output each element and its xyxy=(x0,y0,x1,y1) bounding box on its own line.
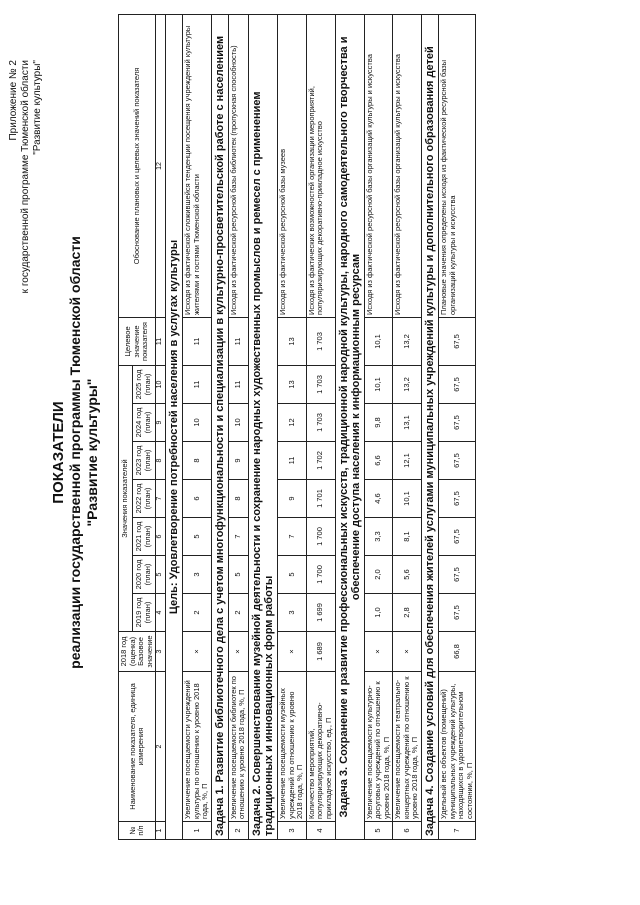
goal-row xyxy=(165,14,182,839)
column-numbers-row xyxy=(156,14,166,839)
appendix-number: Приложение № 2 xyxy=(8,60,19,141)
col-header-year: 2024 год (план) xyxy=(132,404,156,442)
row-target: 10,1 xyxy=(364,317,393,365)
row-value: 10 xyxy=(182,404,211,442)
row-value: 11 xyxy=(228,365,248,403)
row-value: 13,1 xyxy=(393,404,422,442)
row-value: 67,5 xyxy=(439,404,476,442)
task-heading: Задача 1. Развитие библиотечного дела с учетом многофункциональности и специализации в культурно-просветительской работе с населением xyxy=(211,14,228,839)
row-value: 5 xyxy=(182,518,211,556)
col-header-num: № п/п xyxy=(119,822,156,840)
col-header-basis: Обоснование плановых и целевых значений показателя xyxy=(119,14,156,317)
row-basis: Исходя из фактической ресурсной базы библиотек (пропускная способность) xyxy=(228,14,248,317)
col-number: 12 xyxy=(156,14,166,317)
row-target: 67,5 xyxy=(439,317,476,365)
row-value: 13,2 xyxy=(393,365,422,403)
row-basis: Исходя из фактической ресурсной базы организаций культуры и искусства xyxy=(393,14,422,317)
table-row xyxy=(364,14,393,839)
appendix-header xyxy=(8,60,44,293)
row-value: 12 xyxy=(277,404,306,442)
col-number: 10 xyxy=(156,365,166,403)
task-row xyxy=(211,14,228,839)
table-row xyxy=(182,14,211,839)
row-indicator-name: Увеличение посещаемости театрально-концертных учреждений по отношению к уровню 2018 года, %, П xyxy=(393,672,422,822)
row-value: 6,6 xyxy=(364,442,393,480)
row-value: 1 701 xyxy=(306,480,335,518)
row-target: 1 703 xyxy=(306,317,335,365)
col-header-values: Значения показателей xyxy=(119,365,133,631)
table-row xyxy=(277,14,306,839)
row-basis: Исходя из фактической сложившейся тенденции посещения учреждений культуры жителями и гостями Тюменской области xyxy=(182,14,211,317)
table-row xyxy=(439,14,476,839)
task-heading: Задача 2. Совершенствование музейной деятельности и сохранение народных художественных промыслов и ремесел с применением традиционных и инновационных форм работы xyxy=(248,14,277,839)
row-base: × xyxy=(364,632,393,672)
row-value: 6 xyxy=(182,480,211,518)
task-heading: Задача 4. Создание условий для обеспечения жителей услугами муниципальных учреждений культуры и дополнительного образования детей xyxy=(422,14,439,839)
col-number: 2 xyxy=(156,672,166,822)
row-target: 11 xyxy=(228,317,248,365)
row-num: 4 xyxy=(306,822,335,840)
col-header-year: 2023 год (план) xyxy=(132,442,156,480)
row-num: 2 xyxy=(228,822,248,840)
row-basis: Исходя из фактических возможностей организации мероприятий, популяризирующих декоративно-прикладное искусство xyxy=(306,14,335,317)
table-row xyxy=(228,14,248,839)
row-indicator-name: Удельный вес объектов (помещений) муниципальных учреждений культуры, находящихся в удовлетворительном состоянии, %, П xyxy=(439,672,476,822)
doc-subtitle-program: "Развитие культуры" xyxy=(84,378,100,527)
col-number: 9 xyxy=(156,404,166,442)
row-base: × xyxy=(277,632,306,672)
col-number: 11 xyxy=(156,317,166,365)
header-row xyxy=(119,14,133,839)
col-number: 3 xyxy=(156,632,166,672)
row-indicator-name: Увеличение посещаемости учреждений культуры по отношению к уровню 2018 года, %, П xyxy=(182,672,211,822)
task-heading: Задача 3. Сохранение и развитие профессиональных искусств, традиционной народной культуры, народного самодеятельного творчества и обеспечение доступа населения к информационным ресурсам xyxy=(335,14,364,839)
row-value: 4,6 xyxy=(364,480,393,518)
row-base: × xyxy=(393,632,422,672)
doc-subtitle: реализации государственной программы Тюменской области xyxy=(67,236,83,669)
col-number: 4 xyxy=(156,594,166,632)
indicators-table xyxy=(118,14,476,840)
row-value: 10,1 xyxy=(364,365,393,403)
row-basis: Исходя из фактической ресурсной базы организаций культуры и искусства xyxy=(364,14,393,317)
row-value: 2 xyxy=(182,594,211,632)
row-value: 67,5 xyxy=(439,518,476,556)
row-num: 7 xyxy=(439,822,476,840)
row-value: 2,0 xyxy=(364,556,393,594)
row-value: 11 xyxy=(182,365,211,403)
col-header-name: Наименование показателя, единица измерения xyxy=(119,672,156,822)
row-value: 67,5 xyxy=(439,442,476,480)
col-header-year: 2020 год (план) xyxy=(132,556,156,594)
row-value: 67,5 xyxy=(439,556,476,594)
goal-heading: Цель: Удовлетворение потребностей населения в услугах культуры xyxy=(165,14,182,839)
row-base: × xyxy=(228,632,248,672)
row-value: 8 xyxy=(182,442,211,480)
row-value: 3,3 xyxy=(364,518,393,556)
row-target: 11 xyxy=(182,317,211,365)
row-value: 2,8 xyxy=(393,594,422,632)
col-header-year: 2021 год (план) xyxy=(132,518,156,556)
appendix-program-name: "Развитие культуры" xyxy=(32,60,43,155)
row-value: 8 xyxy=(228,480,248,518)
row-value: 1 699 xyxy=(306,594,335,632)
col-header-base: 2018 год (оценка) Базовое значение xyxy=(119,632,156,672)
row-value: 5 xyxy=(277,556,306,594)
row-value: 1 703 xyxy=(306,365,335,403)
row-value: 5 xyxy=(228,556,248,594)
row-value: 8,1 xyxy=(393,518,422,556)
row-value: 9,8 xyxy=(364,404,393,442)
row-base: 1 689 xyxy=(306,632,335,672)
table-row xyxy=(306,14,335,839)
row-value: 13 xyxy=(277,365,306,403)
col-number: 7 xyxy=(156,480,166,518)
col-number: 1 xyxy=(156,822,166,840)
col-header-year: 2019 год (план) xyxy=(132,594,156,632)
row-value: 1 702 xyxy=(306,442,335,480)
col-header-year: 2025 год (план) xyxy=(132,365,156,403)
row-value: 11 xyxy=(277,442,306,480)
row-num: 3 xyxy=(277,822,306,840)
row-num: 1 xyxy=(182,822,211,840)
row-value: 10 xyxy=(228,404,248,442)
row-indicator-name: Увеличение посещаемости культурно-досуговых учреждений по отношению к уровню 2018 года, %, П xyxy=(364,672,393,822)
row-value: 5,6 xyxy=(393,556,422,594)
doc-title: ПОКАЗАТЕЛИ xyxy=(50,401,67,504)
row-target: 13,2 xyxy=(393,317,422,365)
table-row xyxy=(393,14,422,839)
row-value: 12,1 xyxy=(393,442,422,480)
task-row xyxy=(248,14,277,839)
task-row xyxy=(335,14,364,839)
col-number: 5 xyxy=(156,556,166,594)
row-value: 9 xyxy=(228,442,248,480)
row-value: 67,5 xyxy=(439,365,476,403)
row-value: 3 xyxy=(277,594,306,632)
row-basis: Плановые значения определены исходя из фактической ресурсной базы организаций культуры и искусства xyxy=(439,14,476,317)
row-indicator-name: Увеличение посещаемости библиотек по отношению к уровню 2018 года, %, П xyxy=(228,672,248,822)
col-header-target: Целевое значение показателя xyxy=(119,317,156,365)
appendix-program: к государственной программе Тюменской области xyxy=(20,60,31,294)
row-value: 1,0 xyxy=(364,594,393,632)
col-header-year: 2022 год (план) xyxy=(132,480,156,518)
row-value: 7 xyxy=(277,518,306,556)
row-value: 67,5 xyxy=(439,480,476,518)
col-number: 8 xyxy=(156,442,166,480)
row-basis: Исходя из фактической ресурсной базы музеев xyxy=(277,14,306,317)
col-number: 6 xyxy=(156,518,166,556)
row-base: × xyxy=(182,632,211,672)
row-value: 9 xyxy=(277,480,306,518)
row-num: 5 xyxy=(364,822,393,840)
row-value: 2 xyxy=(228,594,248,632)
row-indicator-name: Количество мероприятий, популяризирующих декоративно-прикладное искусство, ед., П xyxy=(306,672,335,822)
row-target: 13 xyxy=(277,317,306,365)
row-base: 66,8 xyxy=(439,632,476,672)
task-row xyxy=(422,14,439,839)
row-value: 1 700 xyxy=(306,518,335,556)
row-value: 7 xyxy=(228,518,248,556)
row-value: 10,1 xyxy=(393,480,422,518)
row-value: 67,5 xyxy=(439,594,476,632)
row-value: 3 xyxy=(182,556,211,594)
row-num: 6 xyxy=(393,822,422,840)
row-indicator-name: Увеличение посещаемости музейных учреждений по отношению к уровню 2018 года, %, П xyxy=(277,672,306,822)
row-value: 1 703 xyxy=(306,404,335,442)
row-value: 1 700 xyxy=(306,556,335,594)
